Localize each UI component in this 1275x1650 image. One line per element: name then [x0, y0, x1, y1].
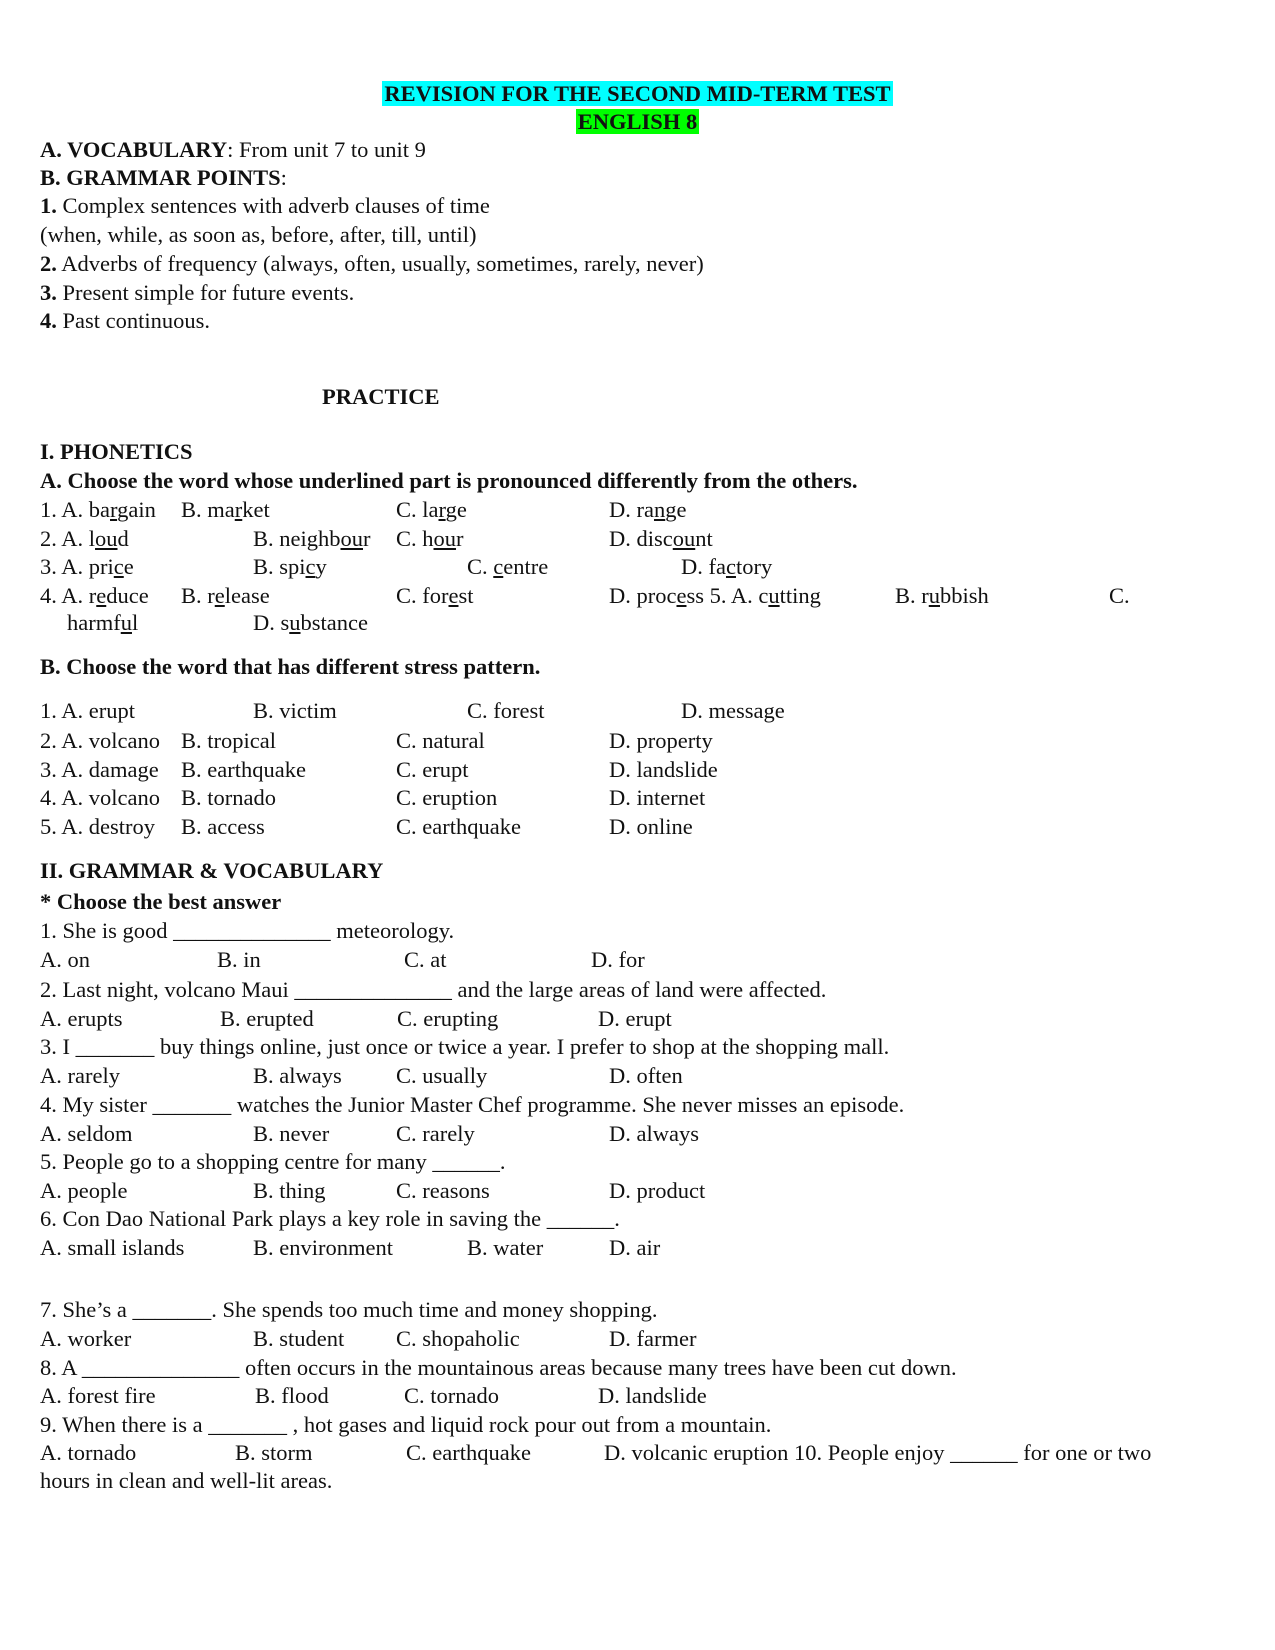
phonetics-option [609, 496, 686, 524]
answer-option: D. landslide [598, 1383, 707, 1408]
answer-option: B. always [253, 1063, 342, 1088]
option-text: ge [445, 497, 467, 522]
page-subtitle: ENGLISH 8 [577, 109, 698, 134]
phonetics-option [681, 553, 772, 581]
grammar-points-colon: : [280, 165, 287, 190]
stress-option: 4. A. volcano [40, 785, 160, 810]
answer-option: D. for [591, 947, 645, 972]
stress-option: B. tornado [181, 785, 276, 810]
underlined-part: e [676, 583, 687, 608]
grammar-point-text: Present simple for future events. [56, 280, 355, 305]
option-text: bstance [300, 610, 368, 635]
underlined-part: ou [672, 526, 696, 551]
answer-option: D. air [609, 1235, 661, 1260]
stress-option: 2. A. volcano [40, 728, 160, 753]
answer-option: C. erupting [397, 1006, 499, 1031]
option-text: ss 5. A. c [686, 583, 769, 608]
answer-option: C. shopaholic [396, 1326, 520, 1351]
answer-option: D. often [609, 1063, 683, 1088]
answer-option: B. environment [253, 1235, 393, 1260]
vocabulary-label: A. VOCABULARY [40, 137, 228, 162]
option-text: C. h [396, 526, 434, 551]
grammar-points-label: B. GRAMMAR POINTS [40, 165, 281, 190]
stress-option: C. eruption [396, 785, 498, 810]
option-text: nt [695, 526, 713, 551]
phonetics-option: C. [1109, 583, 1130, 608]
underlined-part: e [448, 583, 459, 608]
grammar-vocab-instruction: * Choose the best answer [40, 889, 282, 914]
answer-option: A. tornado [40, 1440, 137, 1465]
grammar-points-heading [40, 164, 287, 192]
option-text: r [363, 526, 371, 551]
answer-option: C. at [404, 947, 447, 972]
option-text: 3. A. pri [40, 554, 114, 579]
grammar-point-text: (when, while, as soon as, before, after, till, until) [40, 222, 477, 247]
answer-option: A. on [40, 947, 90, 972]
phonetics-option [40, 553, 134, 581]
page-title: REVISION FOR THE SECOND MID-TERM TEST [384, 81, 891, 106]
phonetics-option [40, 525, 129, 553]
option-text: y [315, 554, 327, 579]
answer-option: B. flood [255, 1383, 329, 1408]
question-text: 4. My sister _______ watches the Junior Master Chef programme. She never misses an episode. [40, 1092, 905, 1117]
answer-option: D. erupt [598, 1006, 672, 1031]
phonetics-option [396, 496, 467, 524]
question-text: 9. When there is a _______ , hot gases and liquid rock pour out from a mountain. [40, 1412, 772, 1437]
option-text: B. r [181, 583, 215, 608]
option-text: lease [224, 583, 270, 608]
answer-option: C. earthquake [406, 1440, 531, 1465]
stress-option: C. earthquake [396, 814, 521, 839]
option-text: C. la [396, 497, 439, 522]
stress-option: B. access [181, 814, 265, 839]
answer-option: A. seldom [40, 1121, 133, 1146]
option-text: harmf [67, 610, 121, 635]
phonetics-option [609, 525, 713, 553]
option-text: D. disc [609, 526, 673, 551]
option-text: ket [242, 497, 270, 522]
subtitle-line [0, 108, 1275, 136]
option-text: tting [779, 583, 821, 608]
phonetics-heading: I. PHONETICS [40, 439, 193, 464]
question-text: 2. Last night, volcano Maui ______________ and the large areas of land were affected. [40, 977, 827, 1002]
question-text: hours in clean and well-lit areas. [40, 1468, 333, 1493]
underlined-part: e [214, 583, 225, 608]
option-text: ge [665, 497, 687, 522]
underlined-part: u [928, 583, 940, 608]
stress-option: 5. A. destroy [40, 814, 155, 839]
underlined-part: ou [340, 526, 363, 551]
underlined-part: ou [95, 526, 118, 551]
question-text: 6. Con Dao National Park plays a key role in saving the ______. [40, 1206, 620, 1231]
answer-option: B. storm [235, 1440, 313, 1465]
phonetics-option [396, 525, 464, 553]
practice-heading: PRACTICE [322, 384, 440, 409]
phonetics-option [40, 582, 149, 610]
stress-option: B. victim [253, 698, 337, 723]
phonetics-option [253, 553, 327, 581]
option-text: B. neighb [253, 526, 341, 551]
underlined-part: c [725, 554, 736, 579]
underlined-part: u [289, 610, 301, 635]
question-text: 3. I _______ buy things online, just once or twice a year. I prefer to shop at the shopping mall. [40, 1034, 890, 1059]
underlined-part: r [234, 497, 243, 522]
option-text: e [123, 554, 134, 579]
option-text: r [456, 526, 464, 551]
stress-option: D. online [609, 814, 693, 839]
grammar-point-text: Complex sentences with adverb clauses of time [56, 193, 490, 218]
answer-option: A. people [40, 1178, 128, 1203]
option-text: C. [467, 554, 494, 579]
option-text: tory [735, 554, 773, 579]
underlined-part: u [120, 610, 132, 635]
stress-option: C. natural [396, 728, 485, 753]
stress-option: C. forest [467, 698, 545, 723]
underlined-part: c [305, 554, 316, 579]
grammar-point [40, 250, 704, 278]
phonetics-option [609, 582, 821, 610]
question-text: 1. She is good ______________ meteorology. [40, 918, 455, 943]
answer-option: D. product [609, 1178, 706, 1203]
question-text: 8. A ______________ often occurs in the mountainous areas because many trees have been cut down. [40, 1355, 957, 1380]
answer-option: B. never [253, 1121, 330, 1146]
stress-option: D. landslide [609, 757, 718, 782]
vocabulary-text: : From unit 7 to unit 9 [227, 137, 426, 162]
phonetics-option [253, 609, 368, 637]
option-text: 4. A. r [40, 583, 97, 608]
stress-option: C. erupt [396, 757, 469, 782]
phonetics-option [40, 496, 156, 524]
answer-option: B. erupted [220, 1006, 314, 1031]
vocabulary-line [40, 136, 426, 164]
stress-option: D. internet [609, 785, 706, 810]
option-text: D. proc [609, 583, 677, 608]
answer-option: A. worker [40, 1326, 132, 1351]
stress-option: B. tropical [181, 728, 276, 753]
answer-option: B. in [217, 947, 261, 972]
answer-option: C. rarely [396, 1121, 475, 1146]
stress-option: D. property [609, 728, 713, 753]
grammar-vocab-heading: II. GRAMMAR & VOCABULARY [40, 858, 384, 883]
option-text: D. s [253, 610, 290, 635]
grammar-point [40, 307, 210, 335]
question-text: 5. People go to a shopping centre for many ______. [40, 1149, 506, 1174]
option-text: 1. A. ba [40, 497, 110, 522]
answer-option: C. tornado [404, 1383, 499, 1408]
grammar-point-number: 3. [40, 280, 57, 305]
answer-option: A. small islands [40, 1235, 185, 1260]
option-text: D. fa [681, 554, 726, 579]
underlined-part: c [493, 554, 504, 579]
grammar-point-number: 1. [40, 193, 57, 218]
option-text: d [117, 526, 129, 551]
option-text: gain [117, 497, 156, 522]
answer-option: B. water [467, 1235, 544, 1260]
answer-option: B. student [253, 1326, 345, 1351]
phonetics-option [467, 553, 548, 581]
answer-option: D. always [609, 1121, 699, 1146]
answer-option: C. usually [396, 1063, 488, 1088]
stress-option: 1. A. erupt [40, 698, 135, 723]
stress-option: B. earthquake [181, 757, 306, 782]
option-text: duce [106, 583, 149, 608]
phonetics-option [253, 525, 371, 553]
phonetics-part-b-instruction: B. Choose the word that has different stress pattern. [40, 654, 541, 679]
stress-option: 3. A. damage [40, 757, 159, 782]
grammar-point [40, 192, 490, 220]
underlined-part: r [438, 497, 446, 522]
phonetics-option [396, 582, 474, 610]
answer-option: A. forest fire [40, 1383, 156, 1408]
answer-option: D. volcanic eruption 10. People enjoy ______ for one or two [604, 1440, 1152, 1465]
option-text: entre [503, 554, 549, 579]
underlined-part: c [113, 554, 124, 579]
option-text: B. spi [253, 554, 306, 579]
question-text: 7. She’s a _______. She spends too much time and money shopping. [40, 1297, 658, 1322]
answer-option: C. reasons [396, 1178, 490, 1203]
option-text: bbish [940, 583, 989, 608]
grammar-point [40, 279, 354, 307]
option-text: l [131, 610, 139, 635]
underlined-part: ou [433, 526, 457, 551]
phonetics-option [181, 582, 270, 610]
title-line [0, 80, 1275, 108]
option-text: D. ra [609, 497, 654, 522]
option-text: B. r [895, 583, 929, 608]
phonetics-option [181, 496, 270, 524]
answer-option: D. farmer [609, 1326, 697, 1351]
underlined-part: n [653, 497, 666, 522]
phonetics-option [895, 582, 989, 610]
option-text: st [458, 583, 474, 608]
underlined-part: u [768, 583, 780, 608]
stress-option: D. message [681, 698, 785, 723]
underlined-part: e [96, 583, 107, 608]
grammar-point-text: Past continuous. [56, 308, 211, 333]
phonetics-part-a-instruction: A. Choose the word whose underlined part is pronounced differently from the others. [40, 468, 858, 493]
grammar-point-number: 4. [40, 308, 57, 333]
option-text: 2. A. l [40, 526, 96, 551]
grammar-point [40, 221, 476, 249]
answer-option: A. rarely [40, 1063, 120, 1088]
grammar-point-text: Adverbs of frequency (always, often, usually, sometimes, rarely, never) [56, 251, 704, 276]
underlined-part: r [110, 497, 118, 522]
answer-option: A. erupts [40, 1006, 123, 1031]
grammar-point-number: 2. [40, 251, 57, 276]
option-text: B. ma [181, 497, 235, 522]
option-text: C. for [396, 583, 449, 608]
answer-option: B. thing [253, 1178, 326, 1203]
phonetics-option [67, 609, 138, 637]
